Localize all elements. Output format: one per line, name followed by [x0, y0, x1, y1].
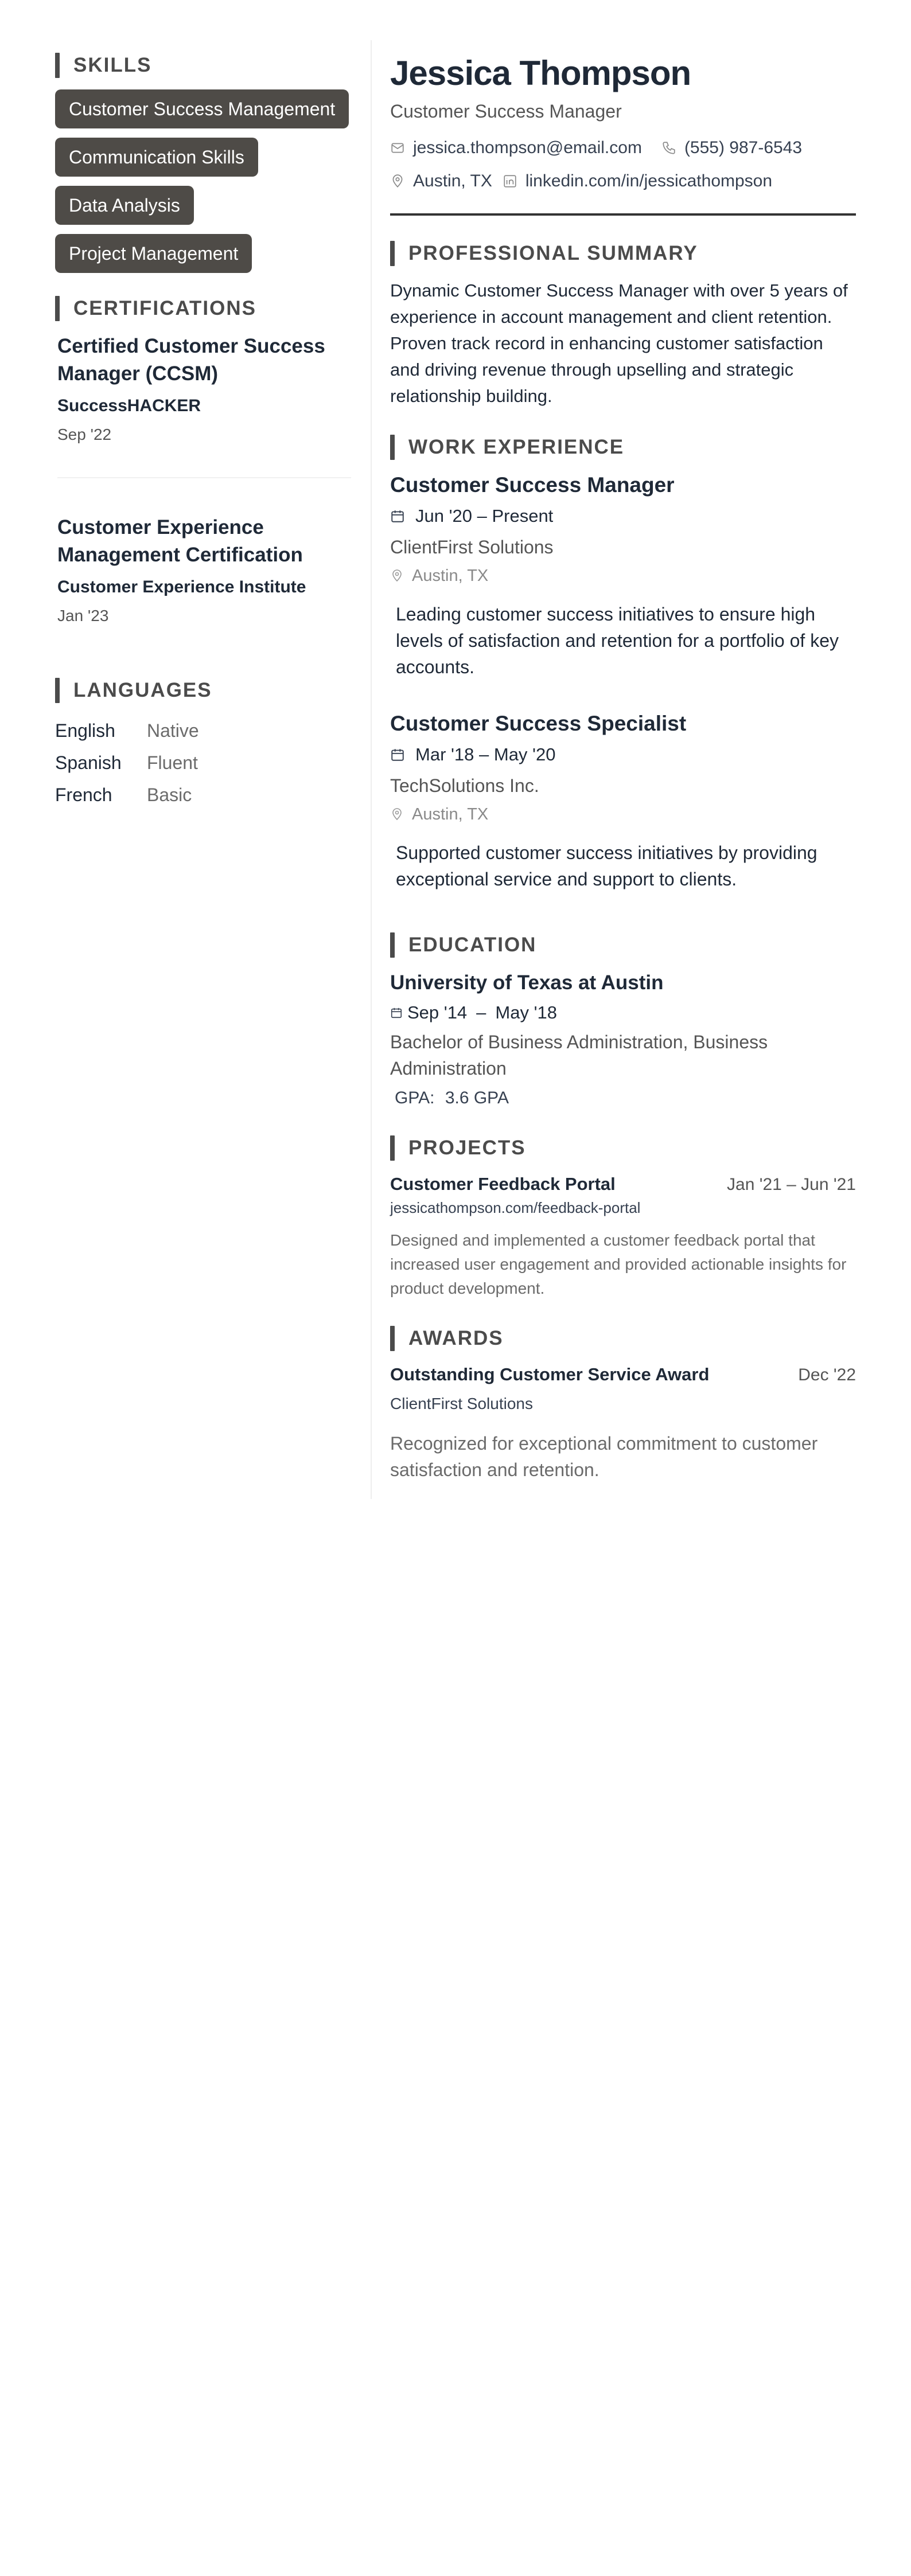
location-pin-icon	[390, 569, 404, 583]
gpa-value: 3.6 GPA	[445, 1088, 509, 1107]
column-divider	[371, 40, 372, 1499]
linkedin-text: linkedin.com/in/jessicathompson	[525, 171, 773, 190]
contact-linkedin[interactable]	[503, 170, 772, 193]
job-dates-text: Mar '18 – May '20	[415, 744, 556, 764]
job-location	[390, 803, 856, 826]
certification-name: Certified Customer Success Manager (CCSM)	[57, 335, 325, 385]
section-title: AWARDS	[408, 1327, 504, 1349]
language-row	[55, 715, 353, 747]
project-title: Customer Feedback Portal	[390, 1174, 616, 1194]
experience-heading	[390, 435, 856, 460]
summary-text: Dynamic Customer Success Manager with over 5 years of experience in account management and client retention. Proven track record in enhancing customer satisfaction and driving revenue through upselling and strategic relationship building.	[390, 280, 848, 406]
job-location-text: Austin, TX	[412, 567, 489, 585]
section-accent-bar	[55, 53, 60, 78]
award-issuer: ClientFirst Solutions	[390, 1395, 533, 1412]
contact-email[interactable]	[390, 136, 642, 159]
section-accent-bar	[390, 435, 395, 460]
job-company: TechSolutions Inc.	[390, 775, 539, 796]
section-title: EDUCATION	[408, 934, 537, 956]
phone-icon	[661, 140, 676, 155]
linkedin-icon	[503, 174, 517, 189]
certification-date: Sep '22	[57, 426, 112, 443]
certification-name: Customer Experience Management Certification	[57, 516, 303, 566]
section-accent-bar	[55, 296, 60, 321]
certification-divider	[57, 477, 351, 478]
right-column	[390, 53, 856, 1483]
project-header	[390, 1172, 856, 1196]
location-pin-icon	[390, 807, 404, 821]
certification-item	[55, 514, 353, 626]
languages-heading	[55, 678, 353, 703]
job-company: ClientFirst Solutions	[390, 537, 554, 557]
skill-tag: Communication Skills	[55, 138, 258, 177]
project-link[interactable]: jessicathompson.com/feedback-portal	[390, 1199, 641, 1216]
certification-issuer: SuccessHACKER	[57, 396, 201, 415]
job-location	[390, 564, 856, 587]
job-title: Customer Success Manager	[390, 473, 675, 497]
language-name: English	[55, 720, 115, 741]
award-title: Outstanding Customer Service Award	[390, 1364, 710, 1384]
certification-date: Jan '23	[57, 607, 109, 625]
skills-list	[55, 89, 353, 273]
language-level: Basic	[147, 784, 192, 805]
job-description: Supported customer success initiatives by providing exceptional service and support to clients.	[396, 842, 817, 889]
contact-row	[390, 136, 856, 159]
education-heading	[390, 932, 856, 958]
phone-text: (555) 987-6543	[684, 138, 803, 157]
skill-tag: Customer Success Management	[55, 89, 349, 128]
language-level: Native	[147, 720, 199, 741]
candidate-title: Customer Success Manager	[390, 101, 622, 122]
education-gpa	[390, 1086, 856, 1110]
job-description: Leading customer success initiatives to ensure high levels of satisfaction and retention for a portfolio of key accounts.	[396, 604, 839, 677]
job-dates-text: Jun '20 – Present	[415, 506, 554, 526]
language-row	[55, 747, 353, 779]
section-title: SKILLS	[73, 54, 152, 76]
award-description: Recognized for exceptional commitment to customer satisfaction and retention.	[390, 1433, 818, 1480]
calendar-icon	[390, 1006, 403, 1019]
certifications-heading	[55, 296, 353, 321]
education-school: University of Texas at Austin	[390, 971, 664, 994]
section-accent-bar	[390, 932, 395, 958]
section-accent-bar	[390, 1326, 395, 1351]
certification-issuer: Customer Experience Institute	[57, 577, 306, 596]
envelope-icon	[390, 140, 405, 155]
section-title: LANGUAGES	[73, 679, 212, 701]
summary-heading	[390, 241, 856, 266]
award-entry	[390, 1363, 856, 1483]
job-dates	[390, 505, 856, 528]
section-title: PROJECTS	[408, 1137, 526, 1159]
language-name: French	[55, 784, 112, 805]
gpa-label: GPA:	[395, 1088, 435, 1107]
skills-heading	[55, 53, 353, 78]
contact-phone[interactable]	[661, 136, 802, 159]
certification-item	[55, 333, 353, 445]
location-pin-icon	[390, 174, 405, 189]
section-title: CERTIFICATIONS	[73, 297, 257, 319]
section-title: WORK EXPERIENCE	[408, 436, 625, 458]
language-name: Spanish	[55, 752, 122, 773]
education-start: Sep '14	[407, 1002, 468, 1022]
job-location-text: Austin, TX	[412, 805, 489, 823]
project-entry	[390, 1172, 856, 1301]
calendar-icon	[390, 509, 405, 524]
job-title: Customer Success Specialist	[390, 712, 687, 735]
project-dates: Jan '21 – Jun '21	[727, 1175, 856, 1194]
education-dates	[390, 1001, 856, 1024]
email-text: jessica.thompson@email.com	[413, 138, 642, 157]
skill-tag: Project Management	[55, 234, 252, 273]
language-level: Fluent	[147, 752, 198, 773]
contact-location	[390, 170, 492, 193]
skill-tag: Data Analysis	[55, 186, 194, 225]
left-column	[55, 53, 353, 811]
calendar-icon	[390, 747, 405, 762]
job-entry	[390, 710, 856, 892]
section-accent-bar	[390, 1135, 395, 1161]
project-description: Designed and implemented a customer feedback portal that increased user engagement and provided actionable insights for product development.	[390, 1231, 847, 1297]
date-separator: –	[476, 1002, 486, 1022]
contact-row	[390, 170, 856, 193]
award-date: Dec '22	[798, 1365, 856, 1384]
award-header	[390, 1363, 856, 1387]
section-title: PROFESSIONAL SUMMARY	[408, 242, 698, 264]
job-entry	[390, 471, 856, 680]
section-accent-bar	[55, 678, 60, 703]
education-degree: Bachelor of Business Administration, Business Administration	[390, 1032, 768, 1079]
location-text: Austin, TX	[413, 171, 492, 190]
language-row	[55, 779, 353, 811]
job-dates	[390, 743, 856, 766]
header-divider	[390, 213, 856, 216]
languages-list	[55, 715, 353, 811]
candidate-name: Jessica Thompson	[390, 54, 691, 92]
projects-heading	[390, 1135, 856, 1161]
awards-heading	[390, 1326, 856, 1351]
section-accent-bar	[390, 241, 395, 266]
education-end: May '18	[495, 1002, 557, 1022]
